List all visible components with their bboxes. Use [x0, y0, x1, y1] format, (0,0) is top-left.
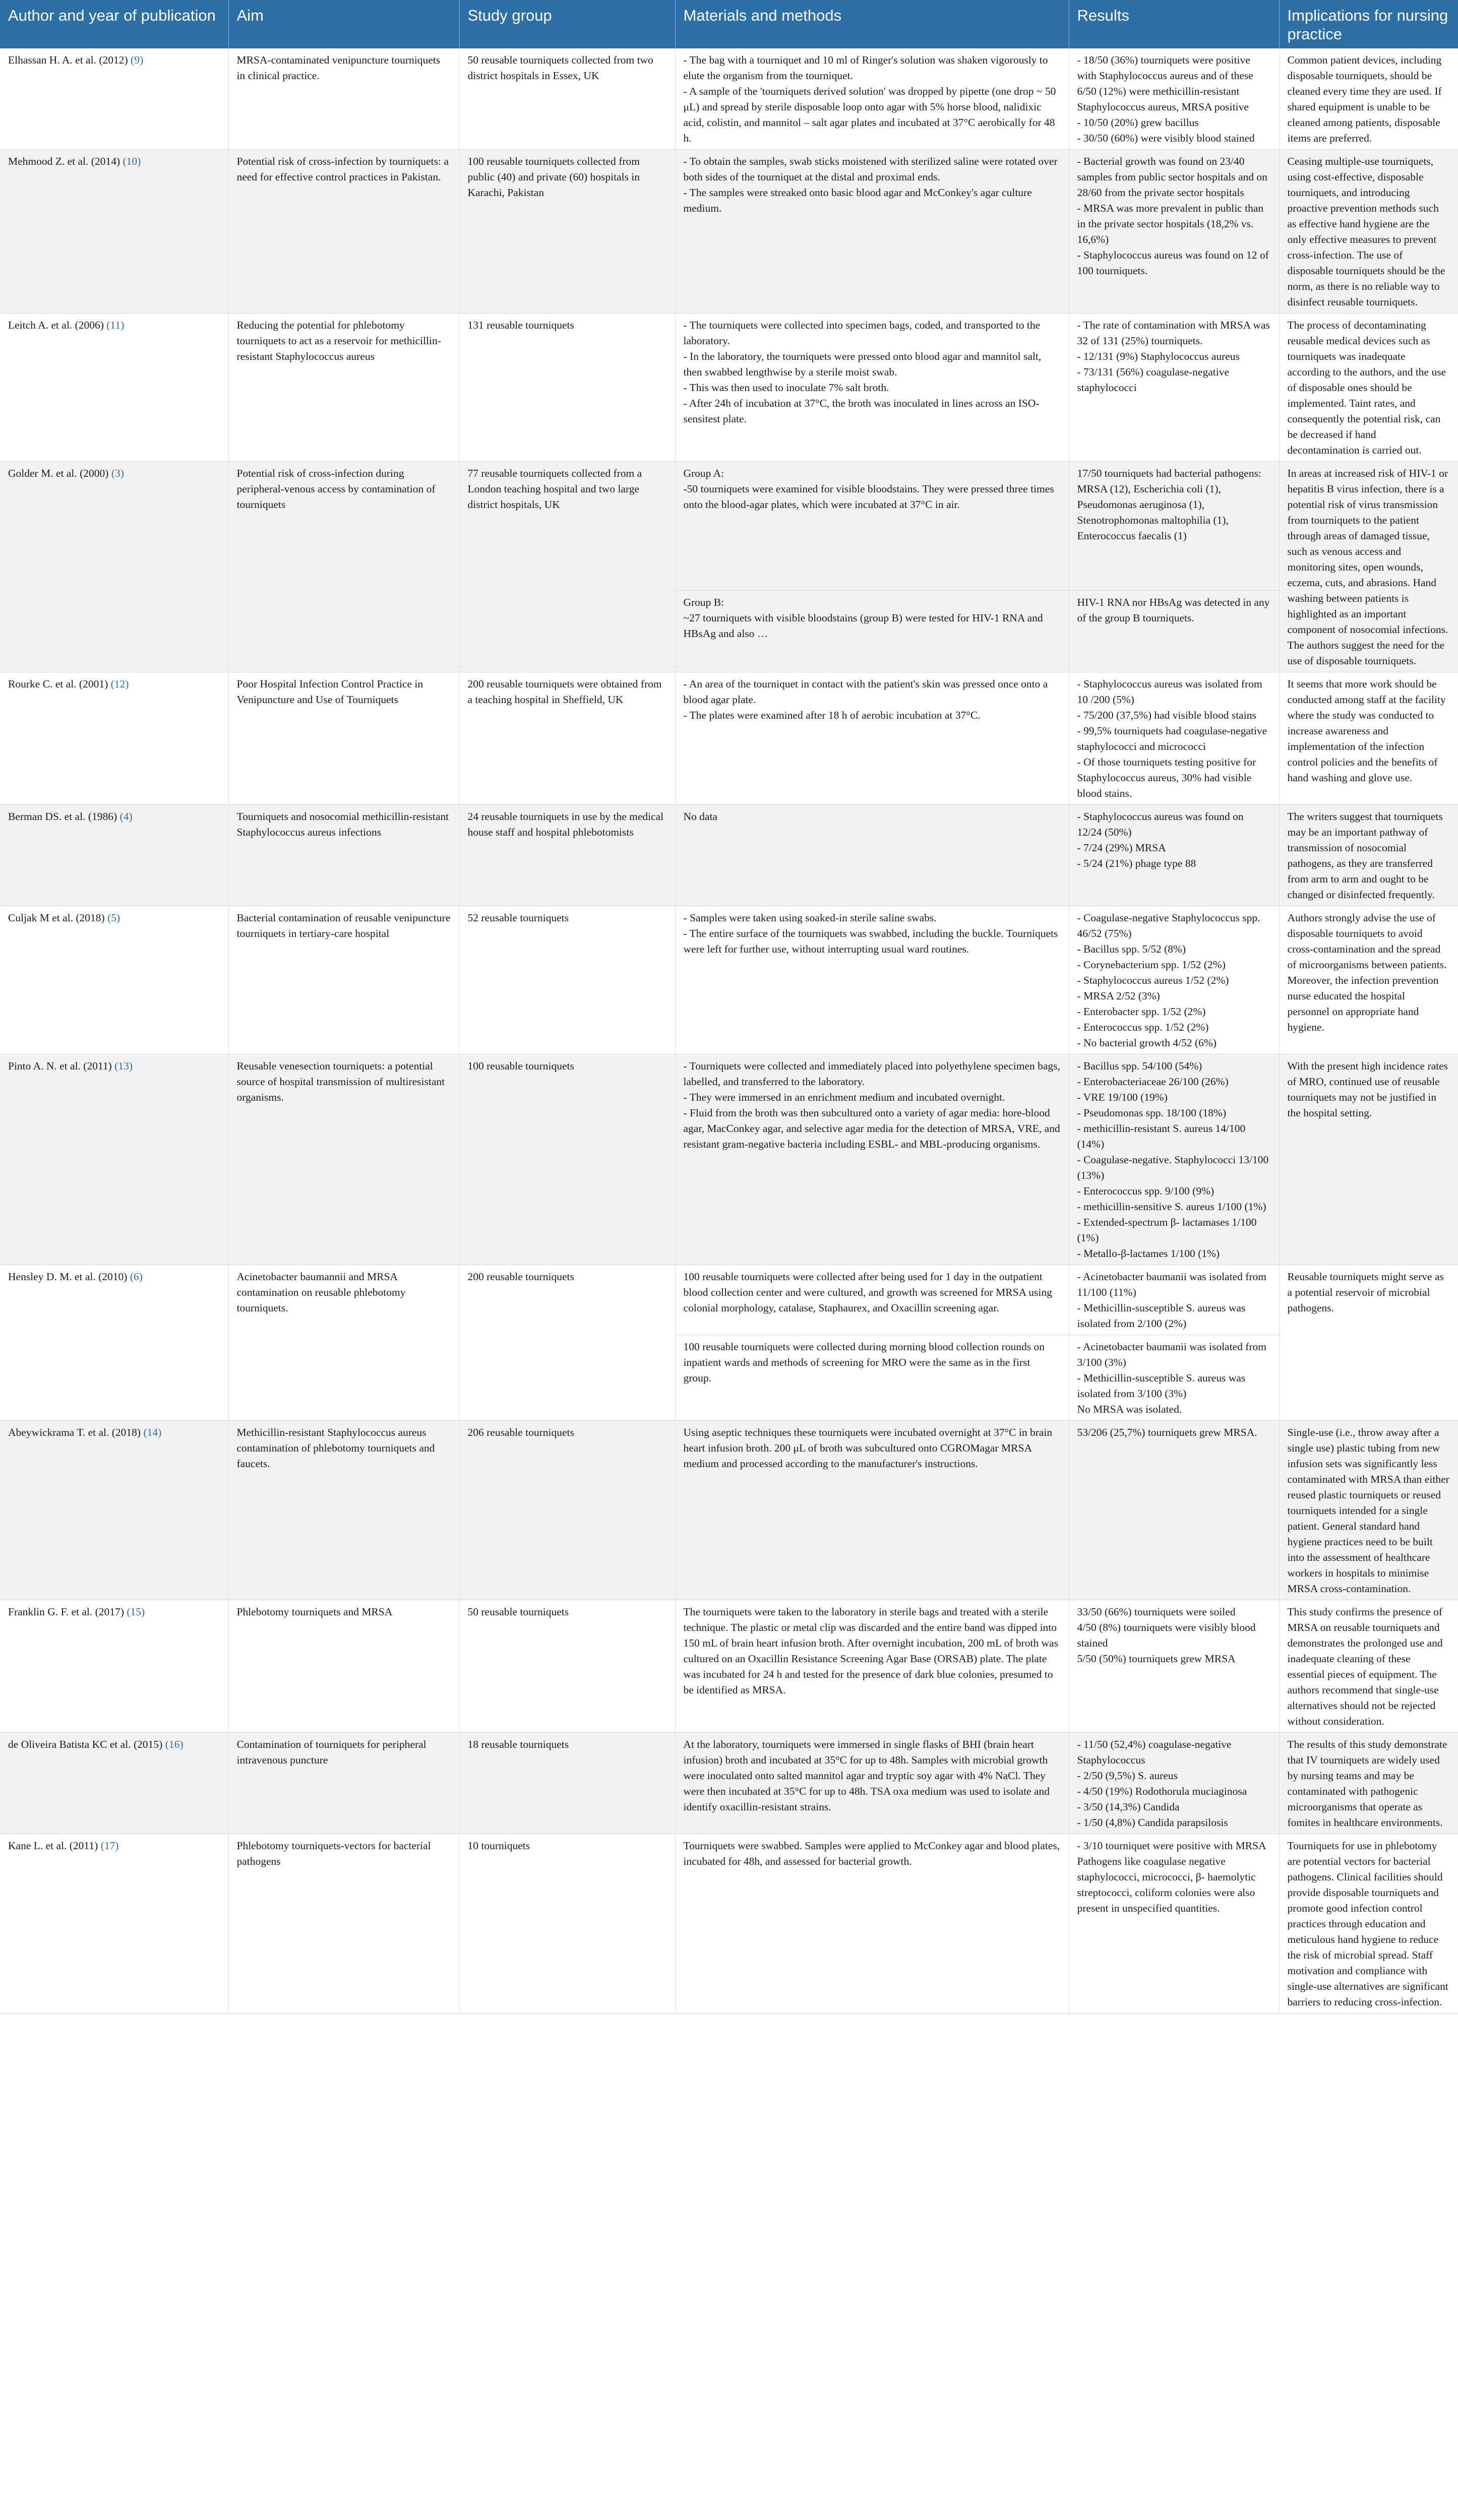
table-row [0, 1834, 1458, 2013]
methods-line: ~27 tourniquets with visible bloodstains (group B) were tested for HIV-1 RNA and HBsAg and also … [683, 611, 1043, 640]
results-line: - Coagulase-negative Staphylococcus spp. 46/52 (75%) [1077, 912, 1260, 939]
implications-cell [1279, 805, 1458, 906]
results-line: - Enterococcus spp. 1/52 (2%) [1077, 1021, 1209, 1033]
study-group-cell [459, 906, 675, 1054]
methods-line: - In the laboratory, the tourniquets were pressed onto blood agar and mannitol salt, then swabbed lengthwise by a sterile moist swab. [683, 350, 1042, 378]
aim-cell [228, 1054, 459, 1265]
aim-text: MRSA-contaminated venipuncture tourniquets in clinical practice. [236, 54, 441, 82]
aim-cell [228, 462, 459, 672]
aim-text: Bacterial contamination of reusable venipuncture tourniquets in tertiary-care hospital [236, 912, 451, 939]
results-line: - methicillin-resistant S. aureus 14/100 (14%) [1077, 1122, 1246, 1150]
table-header [0, 0, 1458, 48]
implications-text: Authors strongly advise the use of disposable tourniquets to avoid cross-contamination and the spread of microorganisms between patients. Moreover, the infection prevention nurse educated the hospital personnel on appropriate hand hygiene. [1287, 912, 1447, 1033]
results-cell [1069, 1265, 1279, 1335]
author-cell [0, 313, 228, 462]
study-group-cell [459, 1834, 675, 2013]
methods-line: - After 24h of incubation at 37°C, the broth was inoculated in lines across an ISO-sensitest plate. [683, 397, 1040, 425]
results-line: - Corynebacterium spp. 1/52 (2%) [1077, 959, 1226, 971]
results-line: - 1/50 (4,8%) Candida parapsilosis [1077, 1816, 1228, 1829]
aim-cell [228, 1733, 459, 1834]
aim-text: Phlebotomy tourniquets and MRSA [236, 1606, 393, 1618]
study-group-text: 50 reusable tourniquets [467, 1606, 569, 1618]
results-line: - 18/50 (36%) tourniquets were positive with Staphylococcus aureus and of these 6/50 (12%) were methicillin-resistant Staphylococcus aureus, MRSA positive [1077, 54, 1253, 113]
author-cell [0, 48, 228, 150]
header-study-group: Study group [459, 0, 675, 48]
results-line: - Enterobacteriaceae 26/100 (26%) [1077, 1076, 1229, 1088]
methods-cell [675, 1834, 1069, 2013]
author-cell [0, 1600, 228, 1733]
results-line: - Staphylococcus aureus 1/52 (2%) [1077, 974, 1229, 986]
methods-line: - A sample of the 'tourniquets derived solution' was dropped by pipette (one drop ~ 50 μL) and spread by sterile disposable loop onto agar with 5% horse blood, nalidixic acid, colistin, and mannitol – salt agar plates and incubated at 37°C aerobically for 48 h. [683, 85, 1056, 144]
methods-line: Group B: [683, 596, 724, 608]
author-name: Elhassan H. A. et al. (2012) [8, 54, 128, 66]
aim-cell [228, 672, 459, 805]
study-group-text: 206 reusable tourniquets [467, 1426, 574, 1438]
table-row [0, 1600, 1458, 1733]
aim-text: Potential risk of cross-infection by tourniquets: a need for effective control practices in Pakistan. [236, 155, 449, 183]
header-aim: Aim [228, 0, 459, 48]
reference-link[interactable]: (3) [111, 467, 124, 479]
methods-line: - Samples were taken using soaked-in sterile saline swabs. [683, 912, 937, 924]
results-line: - 12/131 (9%) Staphylococcus aureus [1077, 350, 1240, 362]
author-cell [0, 462, 228, 672]
methods-line: - The tourniquets were collected into specimen bags, coded, and transported to the laboratory. [683, 319, 1041, 347]
results-line: - Bacillus spp. 54/100 (54%) [1077, 1060, 1202, 1072]
methods-cell [675, 1600, 1069, 1733]
results-line: - 3/50 (14,3%) Candida [1077, 1801, 1180, 1813]
methods-cell [675, 150, 1069, 313]
results-cell [1069, 590, 1279, 672]
results-cell [1069, 1054, 1279, 1265]
results-line: - 2/50 (9,5%) S. aureus [1077, 1770, 1178, 1782]
study-group-cell [459, 313, 675, 462]
author-name: de Oliveira Batista KC et al. (2015) [8, 1738, 163, 1750]
header-author: Author and year of publication [0, 0, 228, 48]
methods-line: Using aseptic techniques these tourniquets were incubated overnight at 37°C in brain heart infusion broth. 200 μL of broth was subcultured onto CGROMagar MRSA medium and processed according to the manufacturer's instructions. [683, 1426, 1053, 1470]
methods-cell [675, 1733, 1069, 1834]
study-group-text: 77 reusable tourniquets collected from a London teaching hospital and two large district hospitals, UK [467, 467, 642, 511]
results-line: 5/50 (50%) tourniquets grew MRSA [1077, 1653, 1236, 1665]
header-implications: Implications for nursing practice [1279, 0, 1458, 48]
author-name: Berman DS. et al. (1986) [8, 810, 117, 823]
implications-cell [1279, 1421, 1458, 1600]
aim-cell [228, 313, 459, 462]
methods-line: - They were immersed in an enrichment medium and incubated overnight. [683, 1091, 1005, 1103]
author-cell [0, 150, 228, 313]
reference-link[interactable]: (10) [123, 155, 141, 167]
table-row [0, 1733, 1458, 1834]
study-group-text: 10 tourniquets [467, 1840, 530, 1852]
author-cell [0, 1265, 228, 1421]
aim-text: Reducing the potential for phlebotomy tourniquets to act as a reservoir for methicillin-resistant Staphylococcus aureus [236, 319, 441, 362]
study-group-text: 200 reusable tourniquets were obtained from a teaching hospital in Sheffield, UK [467, 678, 662, 706]
implications-cell [1279, 1600, 1458, 1733]
methods-cell [675, 48, 1069, 150]
results-line: - Pseudomonas spp. 18/100 (18%) [1077, 1107, 1227, 1119]
results-line: - Extended-spectrum β- lactamases 1/100 (1%) [1077, 1216, 1257, 1244]
author-cell [0, 1054, 228, 1265]
author-name: Hensley D. M. et al. (2010) [8, 1271, 128, 1283]
study-group-cell [459, 672, 675, 805]
study-group-cell [459, 1733, 675, 1834]
results-line: - Bacillus spp. 5/52 (8%) [1077, 943, 1186, 955]
table-body [0, 48, 1458, 2013]
methods-line: 100 reusable tourniquets were collected during morning blood collection rounds on inpatient wards and methods of screening for MRO were the same as in the first group. [683, 1341, 1045, 1384]
results-line: - No bacterial growth 4/52 (6%) [1077, 1037, 1217, 1049]
aim-cell [228, 150, 459, 313]
aim-text: Phlebotomy tourniquets-vectors for bacterial pathogens [236, 1840, 431, 1867]
reference-link[interactable]: (11) [106, 319, 125, 331]
aim-text: Acinetobacter baumannii and MRSA contamination on reusable phlebotomy tourniquets. [236, 1271, 406, 1314]
header-methods: Materials and methods [675, 0, 1069, 48]
study-group-text: 24 reusable tourniquets in use by the medical house staff and hospital phlebotomists [467, 810, 664, 838]
reference-link[interactable]: (9) [131, 54, 144, 66]
methods-line: - To obtain the samples, swab sticks moistened with sterilized saline were rotated over both sides of the tourniquet at the distal and proximal ends. [683, 155, 1058, 183]
results-line: - 4/50 (19%) Rodothorula muciaginosa [1077, 1785, 1247, 1797]
header-results: Results [1069, 0, 1279, 48]
author-name: Rourke C. et al. (2001) [8, 678, 108, 690]
methods-line: - The plates were examined after 18 h of aerobic incubation at 37°C. [683, 709, 981, 721]
implications-cell [1279, 150, 1458, 313]
study-group-cell [459, 150, 675, 313]
results-text: 17/50 tourniquets had bacterial pathogens: MRSA (12), Escherichia coli (1), Pseudomonas aeruginosa (1), Stenotrophomonas maltophilia (1), Enterococcus faecalis (1) [1077, 467, 1261, 542]
reference-link[interactable]: (12) [110, 678, 129, 690]
results-cell [1069, 462, 1279, 591]
study-group-text: 100 reusable tourniquets [467, 1060, 574, 1072]
results-cell [1069, 805, 1279, 906]
results-text: - Acinetobacter baumanii was isolated from 3/100 (3%) - Methicillin-susceptible S. aureus was isolated from 3/100 (3%) No MRSA was isolated. [1077, 1341, 1267, 1415]
methods-line: - An area of the tourniquet in contact with the patient's skin was pressed once onto a blood agar plate. [683, 678, 1048, 706]
study-group-text: 200 reusable tourniquets [467, 1271, 574, 1283]
results-line: - methicillin-sensitive S. aureus 1/100 (1%) [1077, 1201, 1266, 1213]
results-line: - Staphylococcus aureus was isolated from 10 /200 (5%) [1077, 678, 1262, 706]
results-line: - Metallo-β-lactames 1/100 (1%) [1077, 1247, 1220, 1259]
implications-text: It seems that more work should be conducted among staff at the facility where the study was conducted to increase awareness and implementation of the infection control policies and the benefits of hand washing and glove use. [1287, 678, 1446, 784]
results-line: - VRE 19/100 (19%) [1077, 1091, 1168, 1103]
implications-text: The process of decontaminating reusable medical devices such as tourniquets was inadequate according to the authors, and the use of disposable ones should be implemented. Taint rates, and consequently the potential risk, can be decreased if hand decontamination is carried out. [1287, 319, 1446, 456]
study-group-cell [459, 1054, 675, 1265]
reference-link[interactable]: (15) [127, 1606, 145, 1618]
table-row [0, 906, 1458, 1054]
results-line: - 7/24 (29%) MRSA [1077, 842, 1166, 854]
implications-text: Reusable tourniquets might serve as a potential reservoir of microbial pathogens. [1287, 1271, 1444, 1314]
results-line: 33/50 (66%) tourniquets were soiled [1077, 1606, 1236, 1618]
author-name: Golder M. et al. (2000) [8, 467, 109, 479]
author-cell [0, 805, 228, 906]
methods-line: 100 reusable tourniquets were collected after being used for 1 day in the outpatient blood collection center and were cultured, and growth was screened for MRSA using colonial morphology, catalase, Staphaurex, and Oxacillin screening agar. [683, 1271, 1052, 1314]
results-line: - Staphylococcus aureus was found on 12 of 100 tourniquets. [1077, 249, 1269, 277]
implications-cell [1279, 1733, 1458, 1834]
author-name: Culjak M et al. (2018) [8, 912, 105, 924]
results-line: - Enterobacter spp. 1/52 (2%) [1077, 1005, 1206, 1018]
results-line: - 3/10 tourniquet were positive with MRSA [1077, 1840, 1266, 1852]
methods-cell [675, 1054, 1069, 1265]
author-cell [0, 1421, 228, 1600]
methods-cell [675, 672, 1069, 805]
aim-text: Tourniquets and nosocomial methicillin-resistant Staphylococcus aureus infections [236, 810, 449, 838]
reference-link[interactable]: (14) [143, 1426, 162, 1438]
results-cell [1069, 906, 1279, 1054]
implications-text: Tourniquets for use in phlebotomy are potential vectors for bacterial pathogens. Clinical facilities should provide disposable tourniquets and promote good infection control practices through education and meticulous hand hygiene to reduce the risk of microbial spread. Staff motivation and compliance with single-use alternatives are significant barriers to reducing cross-infection. [1287, 1840, 1448, 2008]
results-line: - 99,5% tourniquets had coagulase-negative staphylococci and micrococci [1077, 725, 1267, 752]
author-name: Leitch A. et al. (2006) [8, 319, 104, 331]
results-cell [1069, 1733, 1279, 1834]
table-row [0, 462, 1458, 591]
aim-text: Potential risk of cross-infection during peripheral-venous access by contamination of tourniquets [236, 467, 436, 511]
aim-cell [228, 805, 459, 906]
methods-line: - Fluid from the broth was then subcultured onto a variety of agar media: hore-blood agar, MacConkey agar, and selective agar media for the detection of MRSA, VRE, and resistant gram-negative bacteria including ESBL- and MBL-producing organisms. [683, 1107, 1060, 1150]
results-line: - Enterococcus spp. 9/100 (9%) [1077, 1185, 1214, 1197]
methods-cell [675, 1265, 1069, 1335]
methods-line: -50 tourniquets were examined for visible bloodstains. They were pressed three times onto the blood-agar plates, which were incubated at 37°C in air. [683, 483, 1054, 511]
implications-cell [1279, 1265, 1458, 1421]
results-line: - The rate of contamination with MRSA was 32 of 131 (25%) tourniquets. [1077, 319, 1270, 347]
study-group-cell [459, 48, 675, 150]
author-name: Mehmood Z. et al. (2014) [8, 155, 120, 167]
study-group-text: 100 reusable tourniquets collected from public (40) and private (60) hospitals in Karachi, Pakistan [467, 155, 640, 199]
aim-text: Reusable venesection tourniquets: a potential source of hospital transmission of multiresistant organisms. [236, 1060, 445, 1103]
results-cell [1069, 1600, 1279, 1733]
study-group-cell [459, 1421, 675, 1600]
methods-line: - Tourniquets were collected and immediately placed into polyethylene specimen bags, labelled, and transferred to the laboratory. [683, 1060, 1060, 1088]
table-row [0, 672, 1458, 805]
results-cell [1069, 1421, 1279, 1600]
reference-link[interactable]: (5) [107, 912, 120, 924]
author-name: Kane L. et al. (2011) [8, 1840, 98, 1852]
header-row [0, 0, 1458, 48]
implications-cell [1279, 462, 1458, 672]
results-line: - 73/131 (56%) coagulase-negative staphylococci [1077, 366, 1229, 394]
results-line: - MRSA was more prevalent in public than in the private sector hospitals (18,2% vs. 16,6%) [1077, 202, 1264, 245]
results-line: - 10/50 (20%) grew bacillus [1077, 116, 1199, 129]
methods-cell [675, 590, 1069, 672]
results-text: HIV-1 RNA nor HBsAg was detected in any of the group B tourniquets. [1077, 596, 1270, 624]
study-group-cell [459, 805, 675, 906]
results-line: - Bacterial growth was found on 23/40 samples from public sector hospitals and on 28/60 from the private sector hospitals [1077, 155, 1267, 199]
implications-cell [1279, 313, 1458, 462]
methods-cell [675, 1421, 1069, 1600]
implications-cell [1279, 906, 1458, 1054]
author-cell [0, 906, 228, 1054]
results-line: - 30/50 (60%) were visibly blood stained [1077, 132, 1255, 144]
table-row [0, 1054, 1458, 1265]
results-line: - 75/200 (37,5%) had visible blood stains [1077, 709, 1256, 721]
study-group-text: 18 reusable tourniquets [467, 1738, 569, 1750]
aim-cell [228, 48, 459, 150]
table-row [0, 150, 1458, 313]
study-group-text: 52 reusable tourniquets [467, 912, 569, 924]
results-line: - Coagulase-negative. Staphylococci 13/100 (13%) [1077, 1154, 1269, 1181]
results-cell [1069, 1834, 1279, 2013]
results-text: - Acinetobacter baumanii was isolated from 11/100 (11%) - Methicillin-susceptible S. aureus was isolated from 2/100 (2%) [1077, 1271, 1267, 1330]
results-line: 4/50 (8%) tourniquets were visibly blood stained [1077, 1621, 1256, 1649]
methods-cell [675, 906, 1069, 1054]
results-line: Pathogens like coagulase negative staphylococci, micrococci, β- haemolytic streptococci, coliform colonies were also present in unspecified quantities. [1077, 1855, 1256, 1914]
results-cell [1069, 48, 1279, 150]
implications-cell [1279, 48, 1458, 150]
author-name: Abeywickrama T. et al. (2018) [8, 1426, 141, 1438]
implications-text: Single-use (i.e., throw away after a single use) plastic tubing from new infusion sets was significantly less contaminated with MRSA than either reused plastic tourniquets or reused tourniquets intended for a single patient. General standard hand hygiene practices need to be built into the assessment of healthcare workers in hospitals to minimise MRSA cross-contamination. [1287, 1426, 1449, 1595]
table-row [0, 1265, 1458, 1335]
reference-link[interactable]: (17) [100, 1840, 119, 1852]
aim-cell [228, 1265, 459, 1421]
results-cell [1069, 313, 1279, 462]
aim-cell [228, 1421, 459, 1600]
implications-text: Ceasing multiple-use tourniquets, using cost-effective, disposable tourniquets, and introducing proactive prevention methods such as effective hand hygiene are the only effective measures to prevent cross-infection. The use of disposable tourniquets should be the norm, as there is no reliable way to disinfect reusable tourniquets. [1287, 155, 1445, 308]
methods-line: Group A: [683, 467, 724, 479]
results-line: - 5/24 (21%) phage type 88 [1077, 857, 1196, 869]
results-line: 53/206 (25,7%) tourniquets grew MRSA. [1077, 1426, 1257, 1438]
author-name: Franklin G. F. et al. (2017) [8, 1606, 124, 1618]
aim-cell [228, 906, 459, 1054]
results-line: - Staphylococcus aureus was found on 12/24 (50%) [1077, 810, 1244, 838]
implications-text: The results of this study demonstrate that IV tourniquets are widely used by nursing teams and may be contaminated with pathogenic microorganisms that operate as fomites in healthcare environments. [1287, 1738, 1447, 1829]
aim-cell [228, 1600, 459, 1733]
results-cell [1069, 672, 1279, 805]
methods-line: - The samples were streaked onto basic blood agar and McConkey's agar culture medium. [683, 186, 1032, 214]
methods-line: - The entire surface of the tourniquets was swabbed, including the buckle. Tourniquets were left for further use, without interrupting usual ward routines. [683, 927, 1058, 955]
results-cell [1069, 150, 1279, 313]
results-line: - 11/50 (52,4%) coagulase-negative Staphylococcus [1077, 1738, 1232, 1766]
study-group-text: 50 reusable tourniquets collected from two district hospitals in Essex, UK [467, 54, 653, 82]
author-name: Pinto A. N. et al. (2011) [8, 1060, 112, 1072]
reference-link[interactable]: (16) [165, 1738, 184, 1750]
implications-text: Common patient devices, including disposable tourniquets, should be cleaned every time they are used. If shared equipment is unable to be cleaned among patients, disposable items are preferred. [1287, 54, 1442, 144]
aim-cell [228, 1834, 459, 2013]
implications-text: This study confirms the presence of MRSA on reusable tourniquets and demonstrates the prolonged use and inadequate cleaning of these essential pieces of equipment. The authors recommend that single-use alternatives should not be rejected without consideration. [1287, 1606, 1443, 1727]
reference-link[interactable]: (13) [114, 1060, 133, 1072]
methods-cell [675, 462, 1069, 591]
study-group-cell [459, 1600, 675, 1733]
implications-text: With the present high incidence rates of MRO, continued use of reusable tourniquets may not be justified in the hospital setting. [1287, 1060, 1448, 1119]
aim-text: Contamination of tourniquets for peripheral intravenous puncture [236, 1738, 427, 1766]
author-cell [0, 1733, 228, 1834]
table-row [0, 48, 1458, 150]
methods-line: - This was then used to inoculate 7% salt broth. [683, 382, 889, 394]
table-row [0, 1421, 1458, 1600]
implications-cell [1279, 1054, 1458, 1265]
methods-line: At the laboratory, tourniquets were immersed in single flasks of BHI (brain heart infusion) broth and incubated at 35°C for up to 48h. Samples with microbial growth were inoculated onto salted mannitol agar and tryptic soy agar with 4% NaCl. They were then incubated at 35°C for up to 48h. TSA oxa medium was used to isolate and identify oxacillin-resistant strains. [683, 1738, 1050, 1813]
study-group-cell [459, 462, 675, 672]
implications-text: The writers suggest that tourniquets may be an important pathway of transmission of nosocomial pathogens, as they are transferred from arm to arm and ought to be changed or disinfected frequently. [1287, 810, 1443, 901]
methods-line: Tourniquets were swabbed. Samples were applied to McConkey agar and blood plates, incubated for 48h, and assessed for bacterial growth. [683, 1840, 1060, 1867]
results-cell [1069, 1335, 1279, 1421]
table-row [0, 313, 1458, 462]
author-cell [0, 672, 228, 805]
methods-cell [675, 805, 1069, 906]
implications-cell [1279, 1834, 1458, 2013]
results-line: - Of those tourniquets testing positive for Staphylococcus aureus, 30% had visible blood stains. [1077, 756, 1256, 799]
implications-cell [1279, 672, 1458, 805]
reference-link[interactable]: (6) [130, 1271, 143, 1283]
study-group-text: 131 reusable tourniquets [467, 319, 574, 331]
author-cell [0, 1834, 228, 2013]
methods-line: - The bag with a tourniquet and 10 ml of Ringer's solution was shaken vigorously to elute the organism from the tourniquet. [683, 54, 1048, 82]
implications-text: In areas at increased risk of HIV-1 or hepatitis B virus infection, there is a potential risk of virus transmission from tourniquets to the patient through areas of damaged tissue, such as venous access and monitoring sites, open wounds, eczema, cuts, and abrasions. Hand washing between patients is highlighted as an important component of nosocomial infections. The authors suggest the need for the use of disposable tourniquets. [1287, 467, 1448, 667]
results-line: - MRSA 2/52 (3%) [1077, 990, 1160, 1002]
methods-line: The tourniquets were taken to the laboratory in sterile bags and treated with a sterile technique. The plastic or metal clip was discarded and the entire band was dipped into 150 mL of brain heart infusion broth. After overnight incubation, 200 mL of broth was cultured on an Oxacillin Resistance Screening Agar Base (ORSAB) plate. The plate was incubated for 24 h and tested for the presence of dark blue colonies, presumed to be identified as MRSA. [683, 1606, 1059, 1696]
study-group-cell [459, 1265, 675, 1421]
reference-link[interactable]: (4) [119, 810, 133, 823]
methods-cell [675, 1335, 1069, 1421]
methods-cell [675, 313, 1069, 462]
aim-text: Methicillin-resistant Staphylococcus aureus contamination of phlebotomy tourniquets and faucets. [236, 1426, 435, 1470]
table-row [0, 805, 1458, 906]
methods-line: No data [683, 810, 717, 823]
aim-text: Poor Hospital Infection Control Practice in Venipuncture and Use of Tourniquets [236, 678, 423, 706]
